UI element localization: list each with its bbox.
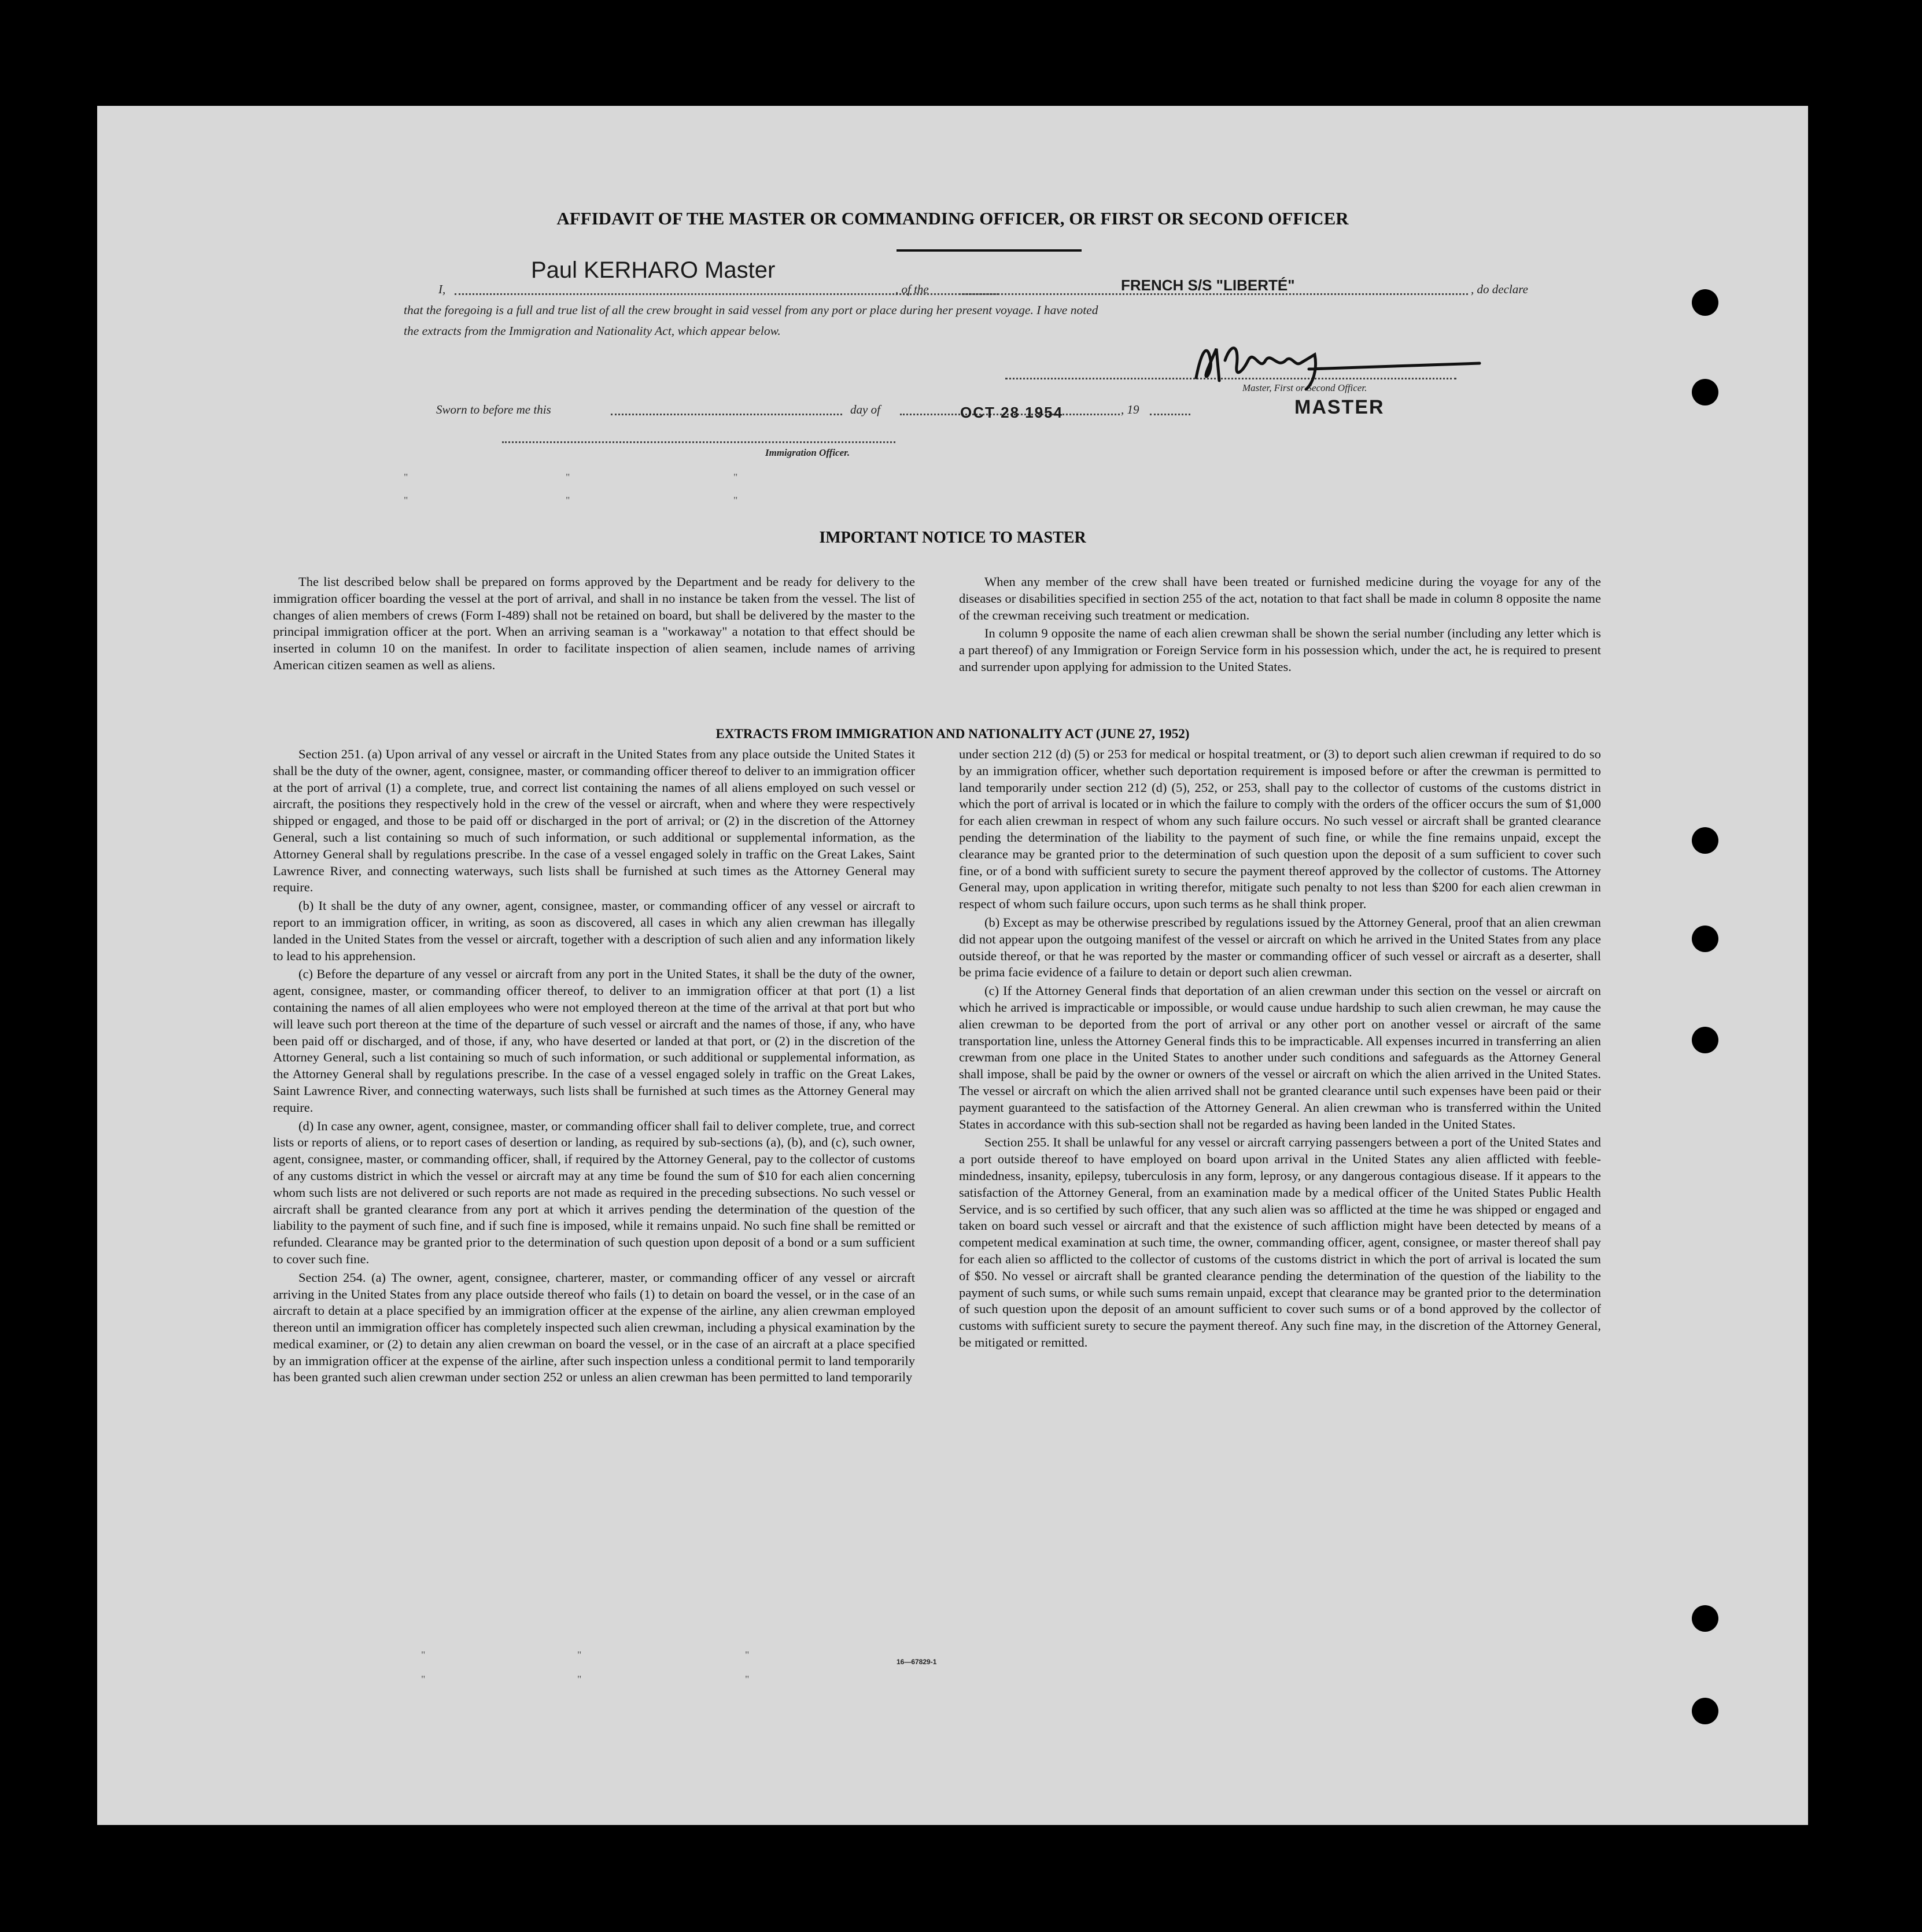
page-title: AFFIDAVIT OF THE MASTER OR COMMANDING OFFICER, OR FIRST OR SECOND OFFICER [556,208,1349,228]
year-label: , 19 [1121,403,1139,416]
extracts-left-column [273,746,915,1388]
vessel-name-field: FRENCH S/S "LIBERTÉ" [1121,276,1295,294]
punch-hole [1692,289,1718,316]
ditto-mark: " [404,471,408,483]
punch-hole [1692,1605,1718,1632]
extracts-right-column [959,746,1601,1353]
ditto-mark: " [404,495,408,506]
section-251-b: (b) It shall be the duty of any owner, agent, consignee, master, or commanding officer of any vessel or aircraft to report to an immigration officer, in writing, as soon as discovered, all cases in which any alien crewman has illegally landed in the United States from the vessel or aircraft, together with a description of such alien and any information likely to lead to his apprehension. [273,898,915,963]
declaration-line-2: that the foregoing is a full and true list of all the crew brought in said vessel from any port or place during her present voyage. I have noted [404,303,1098,317]
punch-hole [1692,379,1718,405]
title-underline [897,249,1082,252]
master-name-field: Paul KERHARO Master [531,257,776,283]
date-stamp: OCT 28 1954 [960,404,1064,421]
section-254-a: Section 254. (a) The owner, agent, consignee, charterer, master, or commanding officer of any vessel or aircraft arriving in the United States from any place outside thereof who fails (1) to detain on board the vessel, or in the case of an aircraft to detain at a place specified by an immigration officer at the expense of the airline, any alien crewman employed thereon until an immigration officer has completely inspected such alien crewman, including a physical examination by the medical examiner, or (2) to detain any alien crewman on board the vessel, or in the case of an aircraft at a place specified by an immigration officer at the expense of the airline, after such inspection unless a conditional permit to land temporarily has been granted such alien crewman under section 252 or unless an alien crewman has been permitted to land temporarily [273,1270,915,1385]
day-of-label: day of [850,403,880,416]
ditto-mark: " [745,1673,750,1685]
officer-signature-line [502,441,895,443]
signature-caption: Master, First or Second Officer. [1242,382,1367,393]
ditto-mark: " [733,495,738,506]
ditto-mark: " [566,495,570,506]
notice-right-paragraph-1: When any member of the crew shall have been treated or furnished medicine during the voyage for any of the diseases or disabilities specified in section 255 of the act, notation to that fact shall be made in column 8 opposite the name of the crewman receiving such treatment or medication. [959,574,1601,622]
section-251-a: Section 251. (a) Upon arrival of any vessel or aircraft in the United States from any place outside the United States it shall be the duty of the owner, agent, consignee, master, or commanding officer thereof to deliver to an immigration officer at the port of arrival (1) a complete, true, and correct list containing the names of all aliens employed on such vessel or aircraft, the positions they respectively hold in the crew of the vessel or aircraft, when and where they were respectively shipped or engaged, and those to be paid off or discharged in the port of arrival; or (2) in the discretion of the Attorney General, such a list containing so much of such information, or such additional or supplemental information, as the Attorney General shall by regulations prescribe. In the case of a vessel engaged solely in traffic on the Great Lakes, Saint Lawrence River, and connecting waterways, such lists shall be furnished at such times as the Attorney General may require. [273,747,915,895]
notice-left-column [273,574,915,676]
extracts-title: EXTRACTS FROM IMMIGRATION AND NATIONALITY ACT (JUNE 27, 1952) [715,727,1190,741]
do-declare-label: , do declare [1471,282,1528,296]
ditto-mark: " [733,471,738,483]
notice-title: IMPORTANT NOTICE TO MASTER [819,529,1086,547]
ditto-mark: " [577,1649,582,1661]
section-254-c: (c) If the Attorney General finds that deportation of an alien crewman under this section on the vessel or aircraft on which he arrived is impracticable or impossible, or would cause undue hardship to such alien crewman, he may cause the alien crewman to be deported from the port of arrival or any other port on another vessel or aircraft of the same transportation line, unless the Attorney General finds this to be impracticable. All expenses incurred in transferring an alien crewman from one place in the United States to another under such conditions and safeguards as the Attorney General shall impose, shall be paid by the owner or owners of the vessel or aircraft on which the alien arrived in the United States. The vessel or aircraft on which the alien arrived shall not be granted clearance until such expenses have been paid or their payment guaranteed to the satisfaction of the Attorney General. An alien crewman who is transferred within the United States in accordance with this sub-section shall not be regarded as having been landed in the United States. [959,983,1601,1131]
affidavit-i-label: I, [438,282,446,296]
punch-hole [1692,1698,1718,1724]
notice-right-column [959,574,1601,677]
punch-hole [1692,1027,1718,1053]
notice-right-paragraph-2: In column 9 opposite the name of each alien crewman shall be shown the serial number (including any letter which is a part thereof) of any Immigration or Foreign Service form in his possession which, under the act, he is required to present and surrender upon applying for admission to the United States. [959,626,1601,674]
master-stamp: MASTER [1294,396,1385,418]
ditto-mark: " [577,1673,582,1685]
ditto-mark: " [566,471,570,483]
section-255: Section 255. It shall be unlawful for any vessel or aircraft carrying passengers between a port of the United States and a port outside thereof to have employed on board upon arrival in the United States any alien afflicted with feeble-mindedness, insanity, epilepsy, tuberculosis in any form, leprosy, or any dangerous contagious disease. If it appears to the satisfaction of the Attorney General, from an examination made by a medical officer of the United States Public Health Service, and is so certified by such officer, that any such alien was so afflicted at the time he was shipped or engaged and taken on board such vessel or aircraft and that the existence of such affliction might have been detected by means of a competent medical examination at such time, the owner, commanding officer, agent, consignee, or master thereof shall pay for each alien so afflicted to the collector of customs of the customs district in which the port of arrival is located the sum of $50. No vessel or aircraft shall be granted clearance pending the determination of the question of the liability to the payment of such sums, or while such sums remain unpaid, except that clearance may be granted prior to the determination of such question upon the deposit of an amount sufficient to cover such sums or of a bond approved by the collector of customs with sufficient surety to secure the payment thereof. Any such fine may, in the discretion of the Attorney General, be mitigated or remitted. [959,1135,1601,1350]
section-254-a-continued: under section 212 (d) (5) or 253 for medical or hospital treatment, or (3) to deport such alien crewman if required to do so by an immigration officer, whether such deportation requirement is imposed before or after the crewman is permitted to land temporarily under section 212 (d) (5), 252, or 253, shall pay to the collector of customs of the customs district in which the port of arrival is located or in which the failure to comply with the orders of the officer occurs the sum of $1,000 for each alien crewman in respect of whom any such failure occurs. No such vessel or aircraft shall be granted clearance pending the determination of the liability to the payment of such fine, or while the fine remains unpaid, except the clearance may be granted prior to the determination of such question upon the deposit of a sum sufficient to cover such fine, or of a bond with sufficient surety to secure the payment thereof approved by the collector of customs. The Attorney General may, upon application in writing therefor, mitigate such penalty to not less than $200 for each alien crewman in respect of whom such failure occurs, upon such terms as he shall think proper. [959,747,1601,912]
ditto-mark: " [421,1673,426,1685]
document-page [97,106,1808,1825]
sworn-label: Sworn to before me this [436,403,551,416]
section-251-d: (d) In case any owner, agent, consignee, master, or commanding officer shall fail to deliver complete, true, and correct lists or reports of aliens, or to report cases of desertion or landing, as required by sub-sections (a), (b), and (c), such owner, agent, consignee, master, or commanding officer, shall, if required by the Attorney General, pay to the collector of customs of any customs district in which the vessel or aircraft may at any time be found the sum of $10 for each alien concerning whom such lists are not delivered or such reports are not made as required in the preceding subsections. No such vessel or aircraft shall be granted clearance from any port at which it arrives pending the determination of the question of the liability to the payment of such fine, and if such fine is imposed, while it remains unpaid. No such fine shall be remitted or refunded. Clearance may be granted prior to the determination of such question upon deposit of a bond or a sum sufficient to cover such fine. [273,1118,915,1266]
year-line [1150,414,1190,415]
ditto-mark: " [421,1649,426,1661]
ditto-mark: " [745,1649,750,1661]
notice-left-paragraph: The list described below shall be prepared on forms approved by the Department and be ready for delivery to the immigration officer boarding the vessel at the port of arrival, and shall in no instance be taken from the vessel. The list of changes of alien members of crews (Form I-489) shall not be retained on board, but shall be delivered by the master to the principal immigration officer at the port. When an arriving seaman is a "workaway" a notation to that effect should be inserted in column 10 on the manifest. In order to facilitate inspection of alien seamen, include names of arriving American citizen seamen as well as aliens. [273,574,915,672]
section-251-c: (c) Before the departure of any vessel or aircraft from any port in the United States, it shall be the duty of the owner, agent, consignee, master, or commanding officer thereof, to deliver to an immigration officer at that port (1) a list containing the names of all alien employees who were not employed thereon at the time of the arrival at that port but who will leave such port thereon at the time of the departure of such vessel or aircraft and the names of those, if any, who have been paid off or discharged, and of those, if any, who have deserted or landed at that port, or (2) in the discretion of the Attorney General, such a list containing so much of such information, or such additional or supplemental information, as the Attorney General shall by regulations prescribe. In the case of a vessel engaged solely in traffic on the Great Lakes, Saint Lawrence River, and connecting waterways, such lists shall be furnished at such times as the Attorney General may require. [273,967,915,1115]
of-the-label: , of the [895,282,929,296]
punch-hole [1692,827,1718,854]
officer-caption: Immigration Officer. [765,447,850,458]
sworn-day-line [611,414,842,415]
punch-hole [1692,926,1718,952]
declaration-line-3: the extracts from the Immigration and Nationality Act, which appear below. [404,324,781,338]
section-254-b: (b) Except as may be otherwise prescribed by regulations issued by the Attorney General, proof that an alien crewman did not appear upon the outgoing manifest of the vessel or aircraft on which he arrived in the United States from any place outside thereof, or that he was reported by the master or commanding officer of such vessel or aircraft as a deserter, shall be prima facie evidence of a failure to detain or deport such alien crewman. [959,915,1601,980]
form-number: 16—67829-1 [897,1658,937,1666]
